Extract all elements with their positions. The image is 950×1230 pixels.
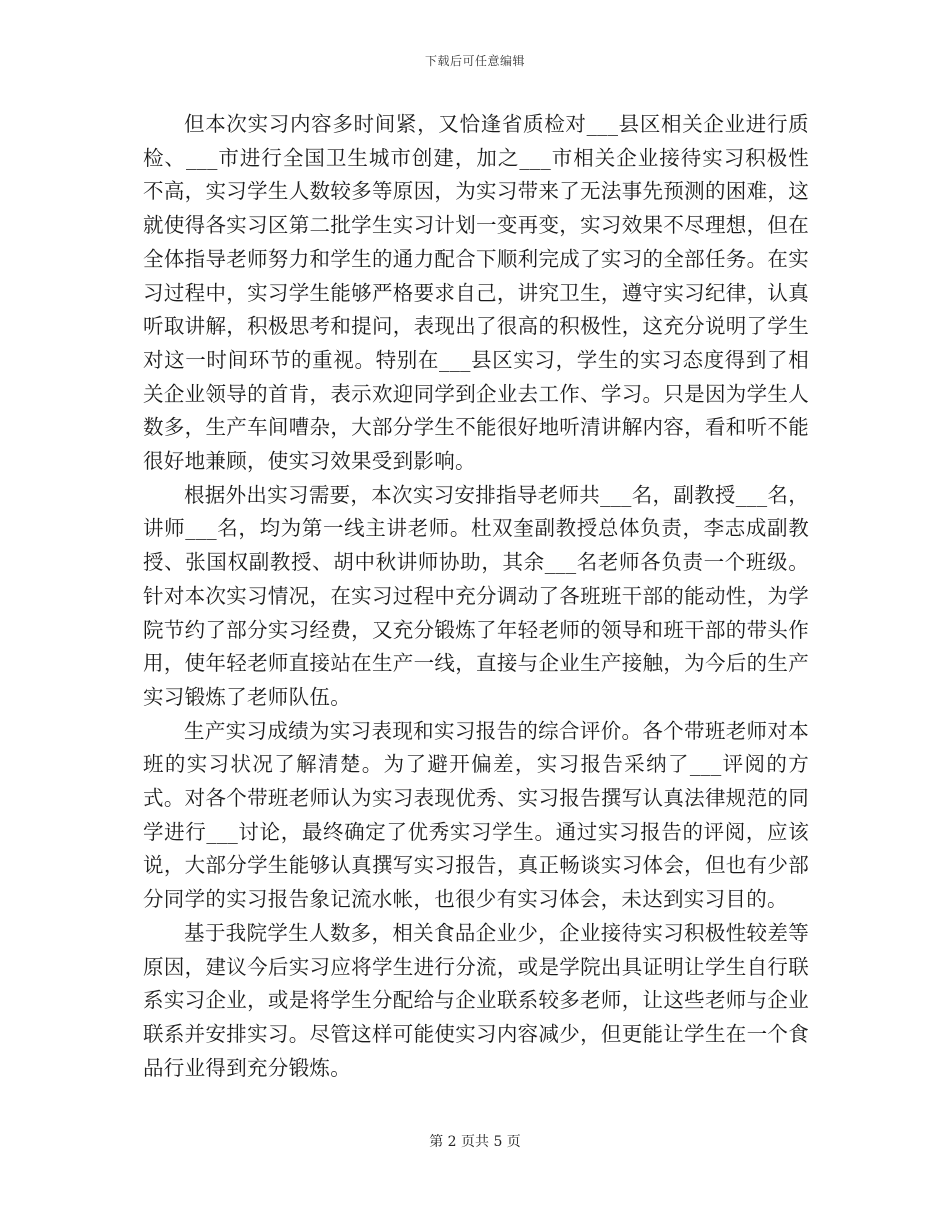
paragraph-grading-method: 生产实习成绩为实习表现和实习报告的综合评价。各个带班老师对本班的实习状况了解清楚。为了避开偏差，实习报告采纳了___评阅的方式。对各个带班老师认为实习表现优秀、实习报告撰写认真法律规范的同学进行___讨论，最终确定了优秀实习学生。通过实习报告的评阅，应该说，大部分学生能够认真撰写实习报告，真正畅谈实习体会，但也有少部分同学的实习报告象记流水帐，也很少有实习体会，未达到实习目的。 [143,718,809,912]
paragraph-recommendations: 基于我院学生人数多，相关食品企业少，企业接待实习积极性较差等原因，建议今后实习应将学生进行分流，或是学院出具证明让学生自行联系实习企业，或是将学生分配给与企业联系较多老师，让这些老师与企业联系并安排实习。尽管这样可能使实习内容减少，但更能让学生在一个食品行业得到充分锻炼。 [143,920,809,1080]
document-body [143,108,809,1085]
page-header-note: 下载后可任意编辑 [424,54,525,68]
paragraph-instructor-arrangement: 根据外出实习需要，本次实习安排指导老师共___名，副教授___名，讲师___名，均为第一线主讲老师。杜双奎副教授总体负责，李志成副教授、张国权副教授、胡中秋讲师协助，其余___名老师各负责一个班级。针对本次实习情况，在实习过程中充分调动了各班班干部的能动性，为学院节约了部分实习经费，又充分锻炼了年轻老师的领导和班干部的带头作用，使年轻老师直接站在生产一线，直接与企业生产接触，为今后的生产实习锻炼了老师队伍。 [143,482,809,709]
page-number-footer: 第 2 页共 5 页 [429,1134,521,1150]
paragraph-internship-difficulties: 但本次实习内容多时间紧，又恰逢省质检对___县区相关企业进行质检、___市进行全国卫生城市创建，加之___市相关企业接待实习积极性不高，实习学生人数较多等原因，为实习带来了无法事先预测的困难，这就使得各实习区第二批学生实习计划一变再变，实习效果不尽理想，但在全体指导老师努力和学生的通力配合下顺利完成了实习的全部任务。在实习过程中，实习学生能够严格要求自己，讲究卫生，遵守实习纪律，认真听取讲解，积极思考和提问，表现出了很高的积极性，这充分说明了学生对这一时间环节的重视。特别在___县区实习，学生的实习态度得到了相关企业领导的首肯，表示欢迎同学到企业去工作、学习。只是因为学生人数多，生产车间嘈杂，大部分学生不能很好地听清讲解内容，看和听不能很好地兼顾，使实习效果受到影响。 [143,112,809,474]
